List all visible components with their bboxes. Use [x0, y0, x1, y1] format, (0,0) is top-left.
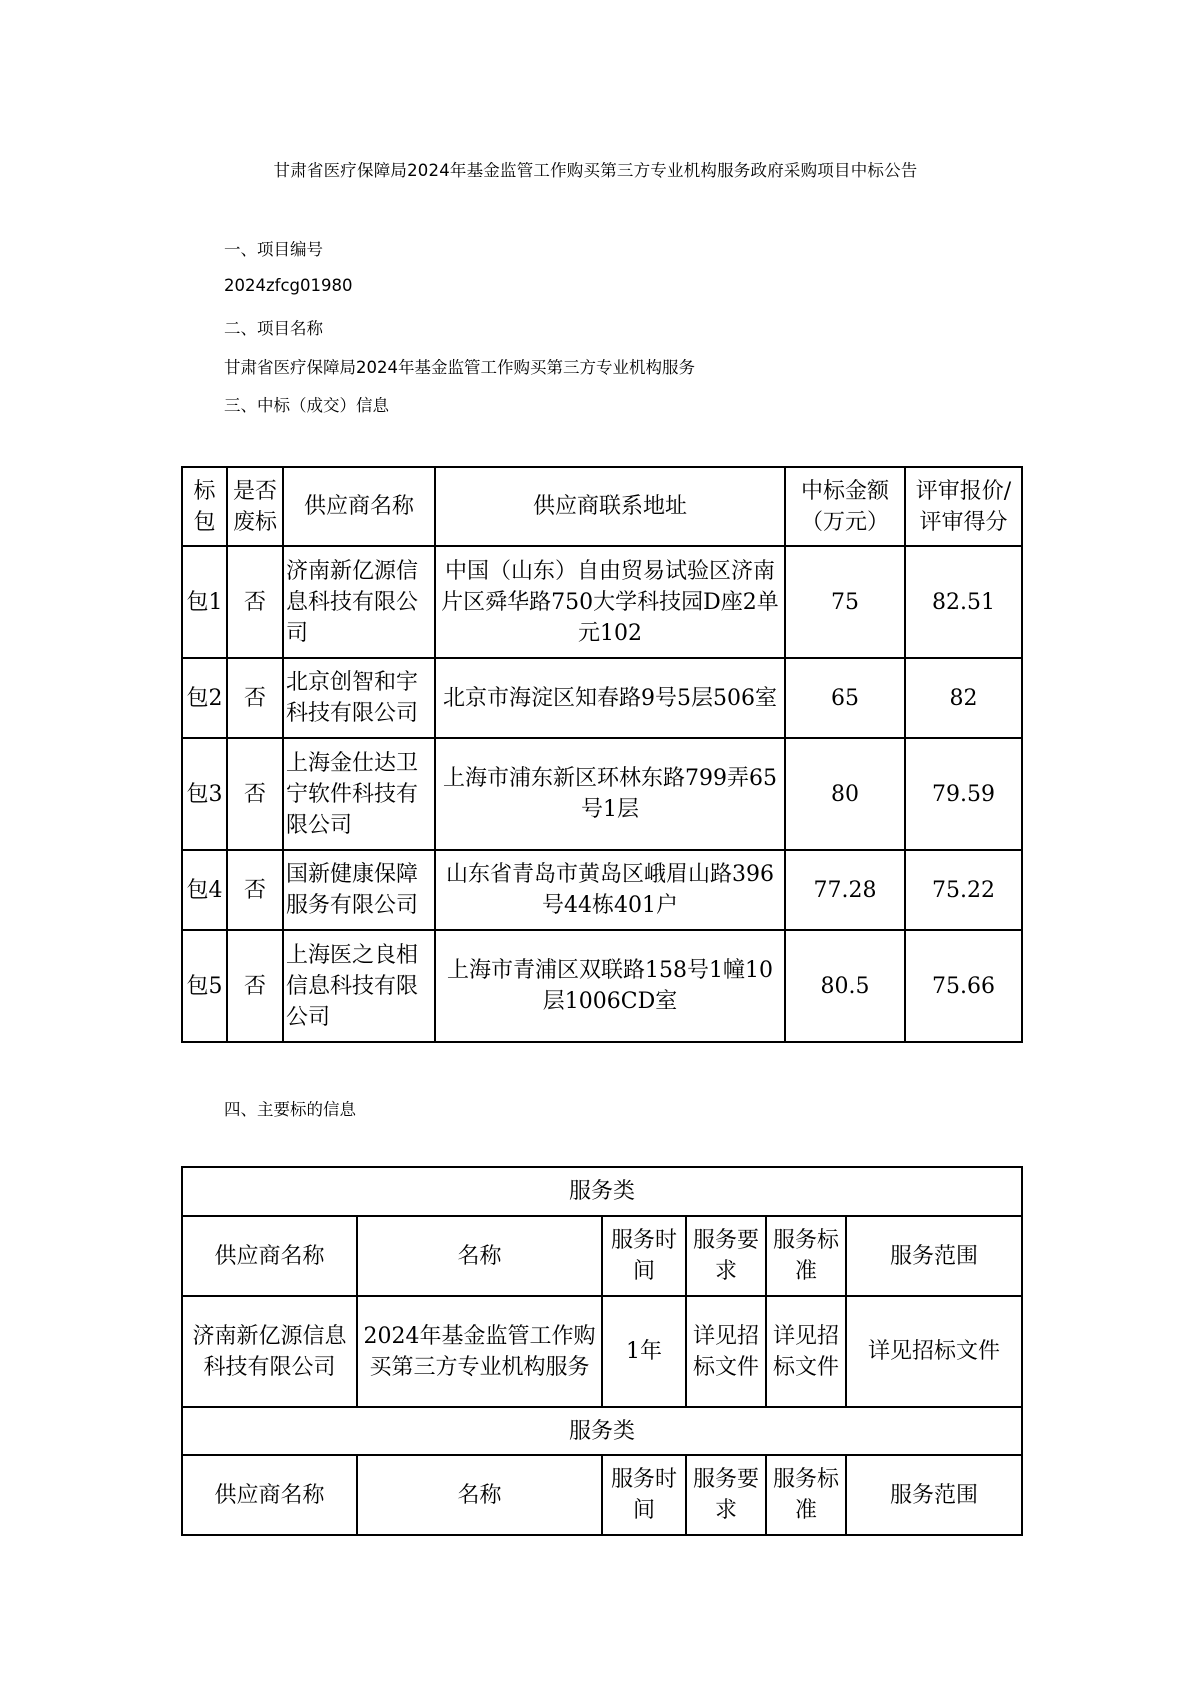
header-standard: 服务标准	[766, 1216, 846, 1296]
cell-score: 79.59	[905, 738, 1022, 850]
header-abandoned: 是否废标	[227, 467, 283, 546]
cell-amount: 77.28	[785, 850, 905, 930]
cell-name: 2024年基金监管工作购买第三方专业机构服务	[357, 1296, 602, 1407]
cell-supplier: 上海金仕达卫宁软件科技有限公司	[283, 738, 435, 850]
category-row	[182, 1167, 1022, 1216]
cell-amount: 75	[785, 546, 905, 658]
award-table	[181, 466, 1023, 1043]
section4-heading: 四、主要标的信息	[224, 1100, 356, 1119]
header-amount: 中标金额（万元）	[785, 467, 905, 546]
table-row	[182, 850, 1022, 930]
header-name: 名称	[357, 1216, 602, 1296]
category-label: 服务类	[182, 1167, 1022, 1216]
cell-standard: 详见招标文件	[766, 1296, 846, 1407]
cell-abandoned: 否	[227, 930, 283, 1042]
cell-address: 北京市海淀区知春路9号5层506室	[435, 658, 785, 738]
cell-abandoned: 否	[227, 658, 283, 738]
cell-score: 82	[905, 658, 1022, 738]
cell-address: 山东省青岛市黄岛区峨眉山路396号44栋401户	[435, 850, 785, 930]
project-number: 2024zfcg01980	[224, 276, 353, 295]
cell-score: 82.51	[905, 546, 1022, 658]
subject-table	[181, 1166, 1023, 1536]
cell-abandoned: 否	[227, 850, 283, 930]
cell-amount: 80.5	[785, 930, 905, 1042]
cell-supplier: 济南新亿源信息科技有限公司	[182, 1296, 357, 1407]
cell-package: 包4	[182, 850, 227, 930]
table-row	[182, 658, 1022, 738]
cell-package: 包3	[182, 738, 227, 850]
cell-supplier: 北京创智和宇科技有限公司	[283, 658, 435, 738]
cell-time: 1年	[602, 1296, 686, 1407]
header-requirement: 服务要求	[686, 1216, 766, 1296]
table-row	[182, 738, 1022, 850]
cell-address: 中国（山东）自由贸易试验区济南片区舜华路750大学科技园D座2单元102	[435, 546, 785, 658]
cell-abandoned: 否	[227, 546, 283, 658]
section3-heading: 三、中标（成交）信息	[224, 396, 389, 415]
cell-package: 包5	[182, 930, 227, 1042]
header-package: 标包	[182, 467, 227, 546]
cell-scope: 详见招标文件	[846, 1296, 1022, 1407]
table-row	[182, 1296, 1022, 1407]
page-title: 甘肃省医疗保障局2024年基金监管工作购买第三方专业机构服务政府采购项目中标公告	[273, 161, 918, 180]
cell-amount: 80	[785, 738, 905, 850]
header-time: 服务时间	[602, 1455, 686, 1535]
header-supplier: 供应商名称	[182, 1216, 357, 1296]
header-supplier: 供应商名称	[283, 467, 435, 546]
cell-score: 75.22	[905, 850, 1022, 930]
cell-package: 包2	[182, 658, 227, 738]
cell-supplier: 济南新亿源信息科技有限公司	[283, 546, 435, 658]
header-scope: 服务范围	[846, 1455, 1022, 1535]
table-row	[182, 546, 1022, 658]
subject-table-header	[182, 1455, 1022, 1535]
section1-heading: 一、项目编号	[224, 240, 323, 259]
header-time: 服务时间	[602, 1216, 686, 1296]
section2-heading: 二、项目名称	[224, 319, 323, 338]
header-requirement: 服务要求	[686, 1455, 766, 1535]
header-score: 评审报价/评审得分	[905, 467, 1022, 546]
header-standard: 服务标准	[766, 1455, 846, 1535]
cell-amount: 65	[785, 658, 905, 738]
header-supplier: 供应商名称	[182, 1455, 357, 1535]
cell-supplier: 国新健康保障服务有限公司	[283, 850, 435, 930]
cell-requirement: 详见招标文件	[686, 1296, 766, 1407]
header-name: 名称	[357, 1455, 602, 1535]
category-row	[182, 1407, 1022, 1455]
project-name: 甘肃省医疗保障局2024年基金监管工作购买第三方专业机构服务	[224, 358, 695, 377]
cell-address: 上海市浦东新区环林东路799弄65号1层	[435, 738, 785, 850]
category-label: 服务类	[182, 1407, 1022, 1455]
subject-table-header	[182, 1216, 1022, 1296]
cell-package: 包1	[182, 546, 227, 658]
table-row	[182, 930, 1022, 1042]
header-address: 供应商联系地址	[435, 467, 785, 546]
cell-supplier: 上海医之良相信息科技有限公司	[283, 930, 435, 1042]
cell-address: 上海市青浦区双联路158号1幢10层1006CD室	[435, 930, 785, 1042]
cell-score: 75.66	[905, 930, 1022, 1042]
cell-abandoned: 否	[227, 738, 283, 850]
award-table-header	[182, 467, 1022, 546]
header-scope: 服务范围	[846, 1216, 1022, 1296]
